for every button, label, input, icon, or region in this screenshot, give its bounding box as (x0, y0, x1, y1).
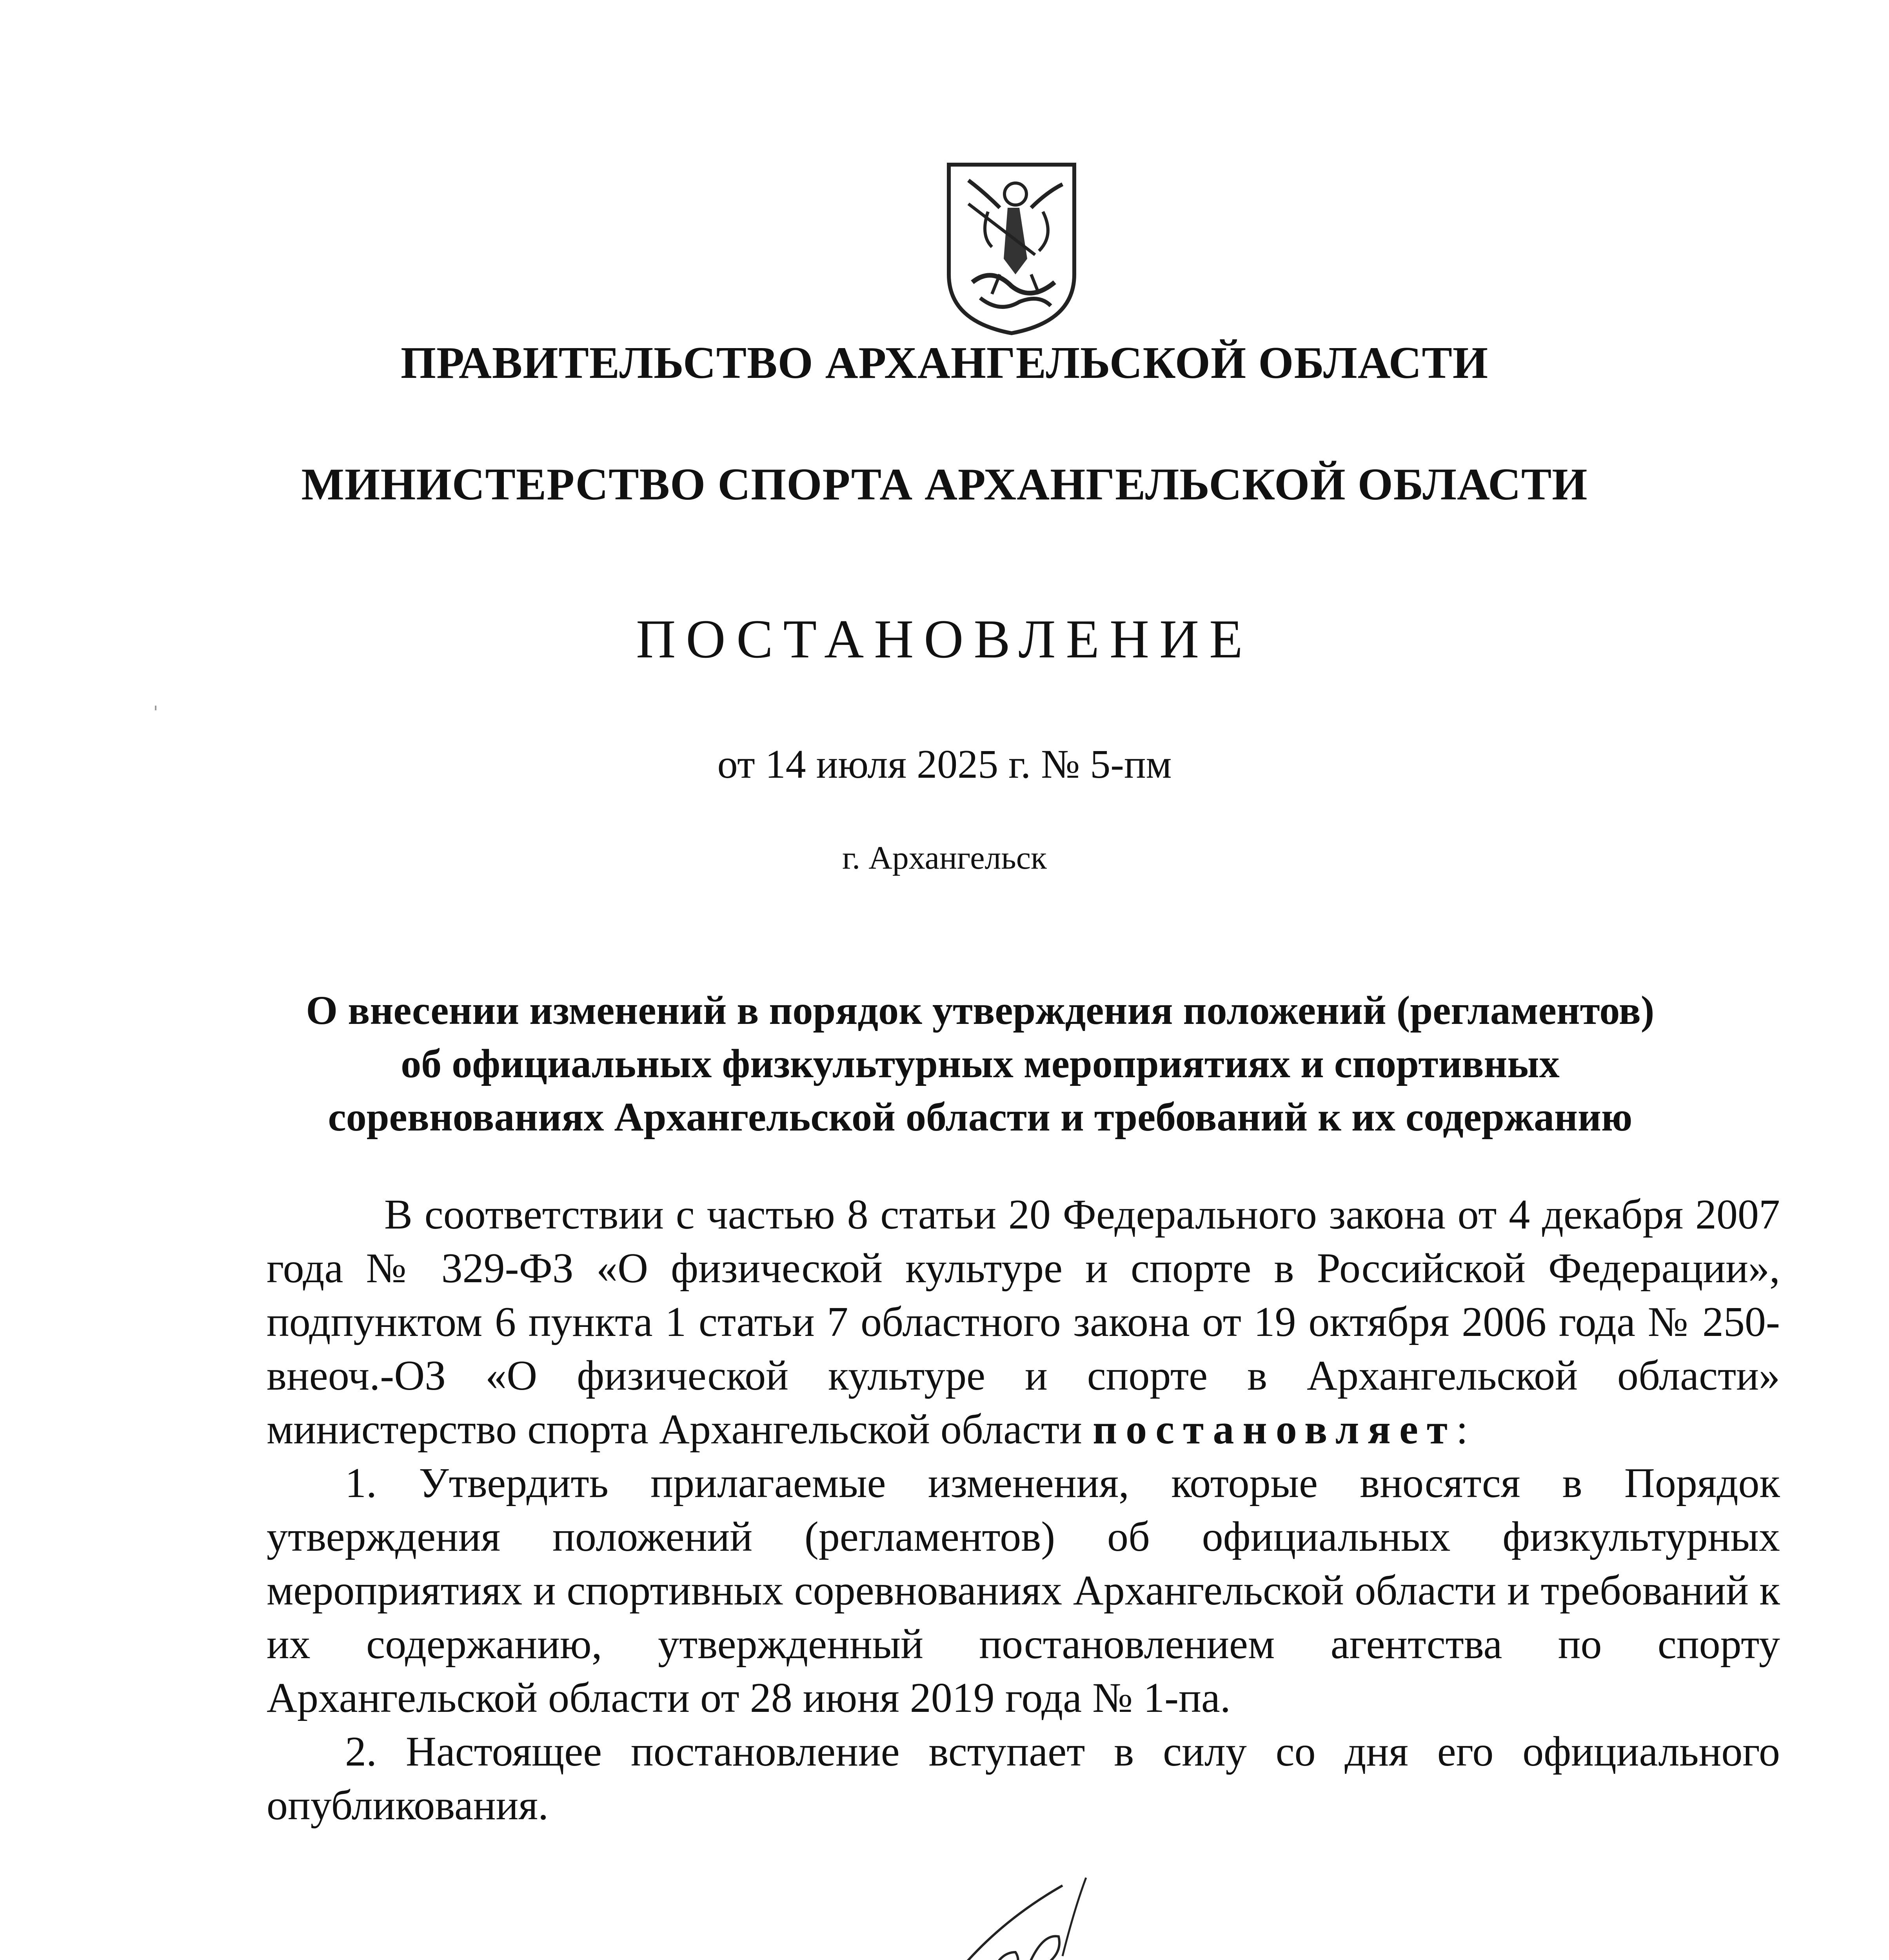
decrees-word: постановляет (1092, 1406, 1456, 1453)
date-and-number: от 14 июля 2025 г. № 5-пм (717, 742, 1172, 787)
item-2-paragraph: 2. Настоящее постановление вступает в силу со дня его официального опубликования. (267, 1728, 1780, 1829)
title-line: О внесении изменений в порядок утверждения положений (регламентов) (306, 988, 1655, 1033)
decrees-colon: : (1456, 1406, 1468, 1453)
ministry-heading: МИНИСТЕРСТВО СПОРТА АРХАНГЕЛЬСКОЙ ОБЛАСТИ (301, 459, 1588, 510)
document-title (235, 984, 1725, 1144)
preamble-text: В соответствии с частью 8 статьи 20 Федерального закона от 4 декабря 2007 года № 329-ФЗ «О физической культуре и спорте в Российской Федерации», подпунктом 6 пункта 1 статьи 7 областного закона от 19 октября 2006 года № 250-внеоч.-ОЗ «О физической культуре и спорте в Архангельской области» министерство спорта Архангельской области (267, 1191, 1780, 1453)
city-name: г. Архангельск (842, 840, 1047, 876)
item-1-paragraph: 1. Утвердить прилагаемые изменения, которые вносятся в Порядок утверждения положений (регламентов) об официальных физкультурных мероприятиях и спортивных соревнованиях Архангельской области и требований к их содержанию, утвержденный постановлением агентства по спорту Архангельской области от 28 июня 2019 года № 1-па. (267, 1460, 1780, 1721)
title-line: соревнованиях Архангельской области и требований к их содержанию (328, 1094, 1633, 1140)
scan-artifact (155, 706, 156, 710)
coat-of-arms-emblem-icon (941, 157, 1082, 337)
handwritten-signature (804, 1862, 1157, 1960)
government-heading: ПРАВИТЕЛЬСТВО АРХАНГЕЛЬСКОЙ ОБЛАСТИ (400, 338, 1489, 388)
document-type: ПОСТАНОВЛЕНИЕ (636, 609, 1253, 670)
title-line: об официальных физкультурных мероприятиях и спортивных (401, 1041, 1560, 1086)
document-body (267, 1188, 1780, 1832)
preamble-paragraph (267, 1188, 1780, 1456)
